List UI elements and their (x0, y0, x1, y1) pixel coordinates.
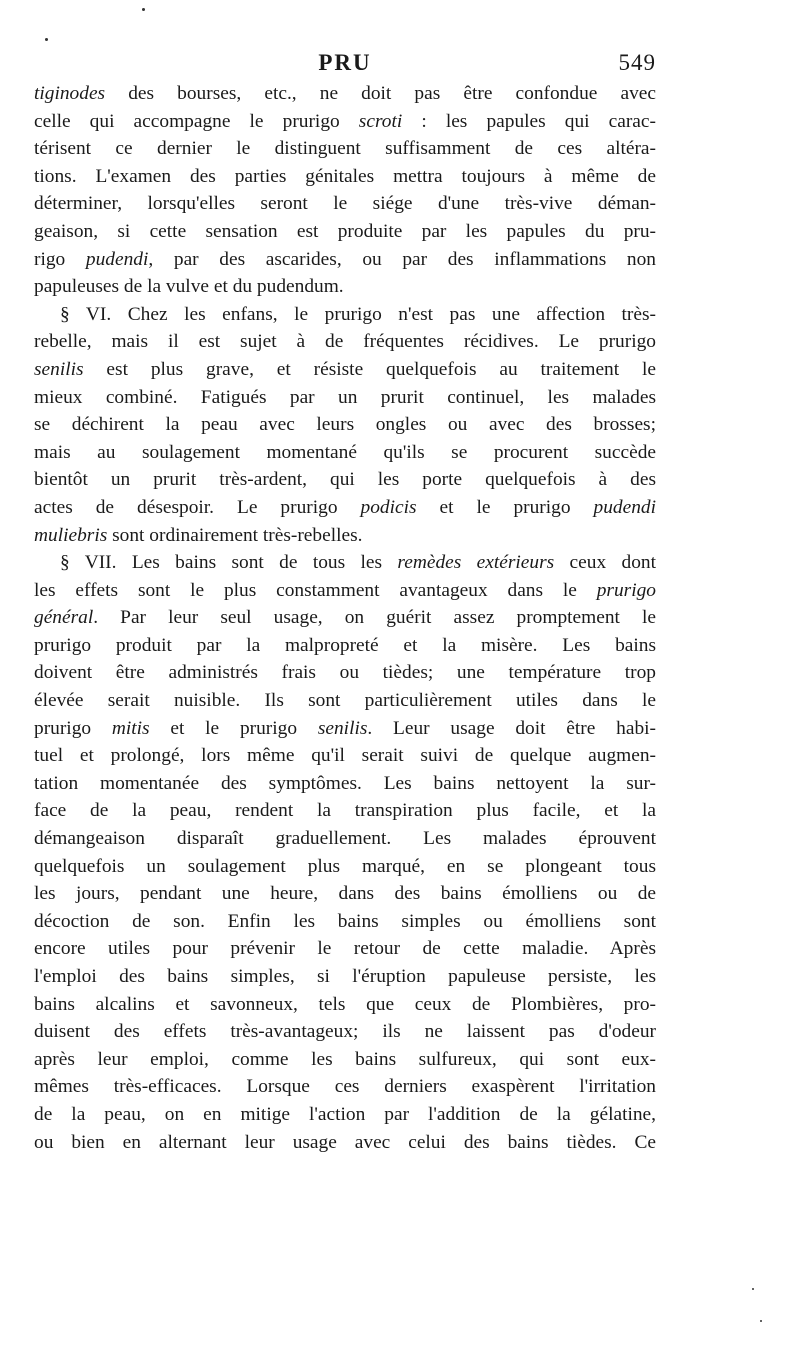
italic-term: senilis (34, 358, 84, 380)
text-line (34, 246, 656, 274)
text-run: mais au soulagement momentané qu'ils se procurent succède (34, 441, 656, 463)
paragraph (34, 301, 656, 549)
text-line (34, 466, 656, 494)
text-line (34, 825, 656, 853)
text-line (34, 522, 656, 550)
text-line (34, 80, 656, 108)
text-run: et le prurigo (416, 496, 594, 518)
text-line (34, 577, 656, 605)
text-run: rebelle, mais il est sujet à de fréquentes récidives. Le prurigo (34, 331, 656, 353)
text-line (34, 659, 656, 687)
text-run: sont ordinairement très-rebelles. (107, 524, 363, 546)
text-line (34, 935, 656, 963)
text-run: encore utiles pour prévenir le retour de cette maladie. Après (34, 938, 656, 960)
text-line (34, 604, 656, 632)
text-run: se déchirent la peau avec leurs ongles ou avec des brosses; (34, 414, 656, 436)
text-run: tation momentanée des symptômes. Les bains nettoyent la sur- (34, 772, 656, 794)
text-run: les effets sont le plus constamment avantageux dans le (34, 579, 597, 601)
text-run: face de la peau, rendent la transpiration plus facile, et la (34, 800, 656, 822)
text-line (34, 273, 656, 301)
text-run: § VII. Les bains sont de tous les (60, 552, 398, 574)
text-run: doivent être administrés frais ou tièdes; une température trop (34, 662, 656, 684)
text-line (34, 328, 656, 356)
text-run: déterminer, lorsqu'elles seront le siége d'une très-vive déman- (34, 193, 656, 215)
text-run: élevée serait nuisible. Ils sont particulièrement utiles dans le (34, 690, 656, 712)
text-line (34, 1018, 656, 1046)
text-line (34, 908, 656, 936)
text-run: l'emploi des bains simples, si l'éruption papuleuse persiste, les (34, 966, 656, 987)
ink-speck (45, 38, 48, 41)
italic-term: pudendi (85, 248, 149, 270)
text-run: et le prurigo (149, 717, 318, 739)
body-text (34, 80, 656, 1156)
text-line (34, 963, 656, 991)
text-run: papuleuses de la vulve et du pudendum. (34, 276, 344, 298)
text-line (34, 770, 656, 798)
text-line (34, 797, 656, 825)
text-line (34, 991, 656, 1019)
ink-speck (760, 1320, 762, 1322)
text-run: térisent ce dernier le distinguent suffisamment de ces altéra- (34, 138, 656, 160)
text-line (34, 632, 656, 660)
text-run: de la peau, on en mitige l'action par l'addition de la gélatine, (34, 1103, 656, 1125)
text-run: rigo (34, 248, 86, 270)
page-header (34, 50, 656, 80)
running-head: PRU (318, 50, 372, 75)
italic-term: pudendi (593, 496, 656, 518)
text-line (34, 742, 656, 770)
ink-speck (142, 8, 145, 11)
text-run: ou bien en alternant leur usage avec celui des bains tièdes. Ce (34, 1131, 656, 1153)
text-run: après leur emploi, comme les bains sulfureux, qui sont eux- (34, 1048, 656, 1070)
italic-term: tiginodes (34, 83, 106, 104)
text-line (34, 1046, 656, 1074)
text-line (34, 190, 656, 218)
text-run: . Leur usage doit être habi- (367, 717, 656, 739)
text-line (34, 715, 656, 743)
text-line (34, 853, 656, 881)
text-run: mieux combiné. Fatigués par un prurit continuel, les malades (34, 386, 656, 408)
text-run: ceux dont (554, 552, 656, 574)
text-run: prurigo produit par la malpropreté et la misère. Les bains (34, 634, 656, 656)
text-run: des bourses, etc., ne doit pas être confondue avec (105, 83, 656, 104)
text-run: prurigo (34, 717, 112, 739)
ink-speck (752, 1288, 754, 1290)
text-line (34, 356, 656, 384)
text-line (34, 301, 656, 329)
italic-term: muliebris (34, 524, 108, 546)
text-line (34, 1101, 656, 1129)
italic-term: remèdes extérieurs (397, 552, 555, 574)
text-run: geaison, si cette sensation est produite par les papules du pru- (34, 220, 656, 242)
text-line (34, 494, 656, 522)
text-run: bientôt un prurit très-ardent, qui les porte quelquefois à des (34, 469, 656, 491)
text-line (34, 411, 656, 439)
text-run: quelquefois un soulagement plus marqué, en se plongeant tous (34, 855, 656, 877)
text-run: les jours, pendant une heure, dans des bains émolliens ou de (34, 883, 656, 905)
text-line (34, 384, 656, 412)
text-run: § VI. Chez les enfans, le prurigo n'est pas une affection très- (60, 303, 656, 325)
page-number: 549 (618, 50, 656, 75)
text-run: duisent des effets très-avantageux; ils ne laissent pas d'odeur (34, 1021, 656, 1043)
italic-term: senilis (317, 717, 368, 739)
text-run: : les papules qui carac- (402, 110, 656, 132)
italic-term: prurigo (596, 579, 656, 601)
text-run: bains alcalins et savonneux, tels que ceux de Plombières, pro- (34, 993, 656, 1015)
italic-term: général (34, 607, 94, 629)
text-run: est plus grave, et résiste quelquefois au traitement le (83, 358, 656, 380)
text-line (34, 439, 656, 467)
text-line (34, 163, 656, 191)
text-run: tions. L'examen des parties génitales mettra toujours à même de (34, 165, 656, 187)
paragraph (34, 549, 656, 1156)
text-run: . Par leur seul usage, on guérit assez promptement le (93, 607, 656, 629)
text-line (34, 218, 656, 246)
text-run: décoction de son. Enfin les bains simples ou émolliens sont (34, 910, 656, 932)
text-line (34, 880, 656, 908)
paragraph (34, 80, 656, 301)
text-line (34, 1073, 656, 1101)
text-line (34, 108, 656, 136)
text-run: mêmes très-efficaces. Lorsque ces derniers exaspèrent l'irritation (34, 1076, 656, 1098)
text-line (34, 549, 656, 577)
italic-term: podicis (360, 496, 417, 518)
text-line (34, 135, 656, 163)
text-run: démangeaison disparaît graduellement. Les malades éprouvent (34, 828, 656, 850)
italic-term: mitis (111, 717, 150, 739)
text-run: celle qui accompagne le prurigo (34, 110, 359, 132)
italic-term: scroti (358, 110, 403, 132)
text-line (34, 1129, 656, 1157)
text-run: actes de désespoir. Le prurigo (34, 496, 361, 518)
text-run: , par des ascarides, ou par des inflammations non (148, 248, 656, 270)
text-run: tuel et prolongé, lors même qu'il serait suivi de quelque augmen- (34, 745, 656, 767)
text-line (34, 687, 656, 715)
